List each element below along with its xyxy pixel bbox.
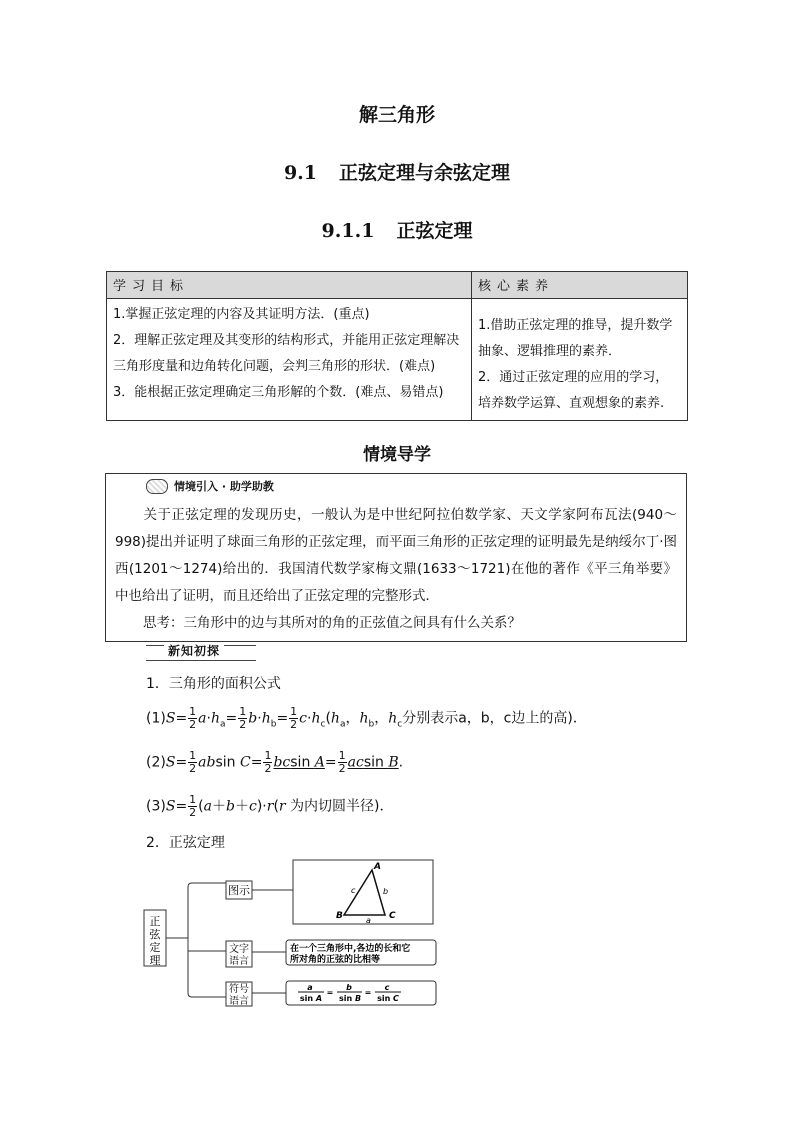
scene-label-text: 情境引入 · 助学助教 [174,480,274,493]
heights-description: 分别表示a，b，c边上的高)． [402,710,587,727]
section-title [0,158,794,185]
inradius-description: 为内切圆半径)． [290,798,394,815]
scene-text [115,502,677,637]
subsection-name: 正弦定理 [396,220,473,242]
svg-text:sin B: sin B [338,994,362,1003]
goal-item: 1.掌握正弦定理的内容及其证明方法．(重点) [113,307,370,322]
area-formula-1: (1)S= $\frac{1}{2}$ $a\cdot h_a=$ $\frac{1}{2}$ $b\cdot h_b=$ $\frac{1}{2}$ $c\cdot h_c(h_a$，$h_b$，$h_c$分别表示a，b，c边上的高)． [146,705,587,731]
area-formula-3: (3)S= $\frac{1}{2}$ (a＋b＋c)·r(r 为内切圆半径)． [146,793,394,819]
goal-item: 2．理解正弦定理及其变形的结构形式，并能用正弦定理解决三角形度量和边角转化问题，会判三角形的形状．(难点) [113,333,460,374]
text-node-label-2: 语言 [229,956,249,967]
text-node-label-1: 文字 [229,944,249,955]
core-literacy-header: 核心素养 [472,272,688,299]
section-number: 9.1 [283,162,318,184]
goal-item: 3．能根据正弦定理确定三角形解的个数．(难点、易错点) [113,385,444,400]
area-formula-heading: 1．三角形的面积公式 [146,676,281,692]
scene-question [115,610,677,637]
literacy-item: 1.借助正弦定理的推导，提升数学抽象、逻辑推理的素养． [478,318,673,359]
svg-text:b: b [346,983,352,992]
scene-question-text: 思考：三角形中的边与其所对的角的正弦值之间具有什么关系？ [143,615,521,631]
scene-paragraph [115,502,677,610]
svg-text:=: = [364,988,372,997]
sine-law-heading: 2．正弦定理 [146,835,225,851]
scene-paragraph-text: 关于正弦定理的发现历史，一般认为是中世纪阿拉伯数学家、天文学家阿布瓦法(940～998)提出并证明了球面三角形的正弦定理，而平面三角形的正弦定理的证明最先是纳绥尔丁·图西(1201～1274)给出的．我国清代数学家梅文鼎(1633～1721)在他的著作《平三角举要》中也给出了证明，而且还给出了正弦定理的完整形式． [115,507,677,604]
svg-text:=: = [326,988,334,997]
branch-lines [166,883,226,997]
scene-box-label [146,478,274,494]
scene-box [105,473,687,642]
area-formula-2: (2)S= $\frac{1}{2}$ absin C= $\frac{1}{2}$ bcsin A= $\frac{1}{2}$ acsin B. [146,749,404,775]
root-node-char: 正 [149,915,161,928]
root-node-char: 定 [149,941,161,954]
text-content-line2: 所对角的正弦的比相等 [290,955,381,965]
svg-text:sin A: sin A [299,994,323,1003]
scene-icon [146,479,168,494]
learning-goals-cell [107,299,472,421]
scene-title: 情境导学 [363,445,431,465]
subsection-number: 9.1.1 [321,220,375,242]
subsection-title [0,216,794,243]
chapter-title: 解三角形 [358,104,435,126]
vertex-C: C [389,911,396,921]
literacy-item: 2．通过正弦定理的应用的学习，培养数学运算、直观想象的素养. [478,370,669,411]
symbol-node-label-1: 符号 [229,984,249,995]
side-b: b [383,887,389,896]
learning-goals-header: 学习目标 [107,272,472,299]
root-node-char: 弦 [149,928,161,941]
objectives-table [106,271,688,421]
symbol-node-label-2: 语言 [229,996,249,1007]
side-c: c [351,886,356,895]
svg-text:a: a [307,983,313,992]
vertex-A: A [374,862,381,872]
svg-text:c: c [384,983,390,992]
root-node-char: 理 [149,954,161,967]
vertex-B: B [336,911,343,921]
svg-text:sin C: sin C [377,994,399,1003]
side-a: a [366,916,371,925]
core-literacy-cell [472,299,688,421]
text-content-line1: 在一个三角形中,各边的长和它 [290,944,411,954]
new-knowledge-bar [146,645,256,661]
new-knowledge-label: 新知初探 [164,642,224,659]
figure-node-label: 图示 [228,884,250,897]
section-name: 正弦定理与余弦定理 [339,162,511,184]
sine-law-concept-map [140,855,440,1007]
